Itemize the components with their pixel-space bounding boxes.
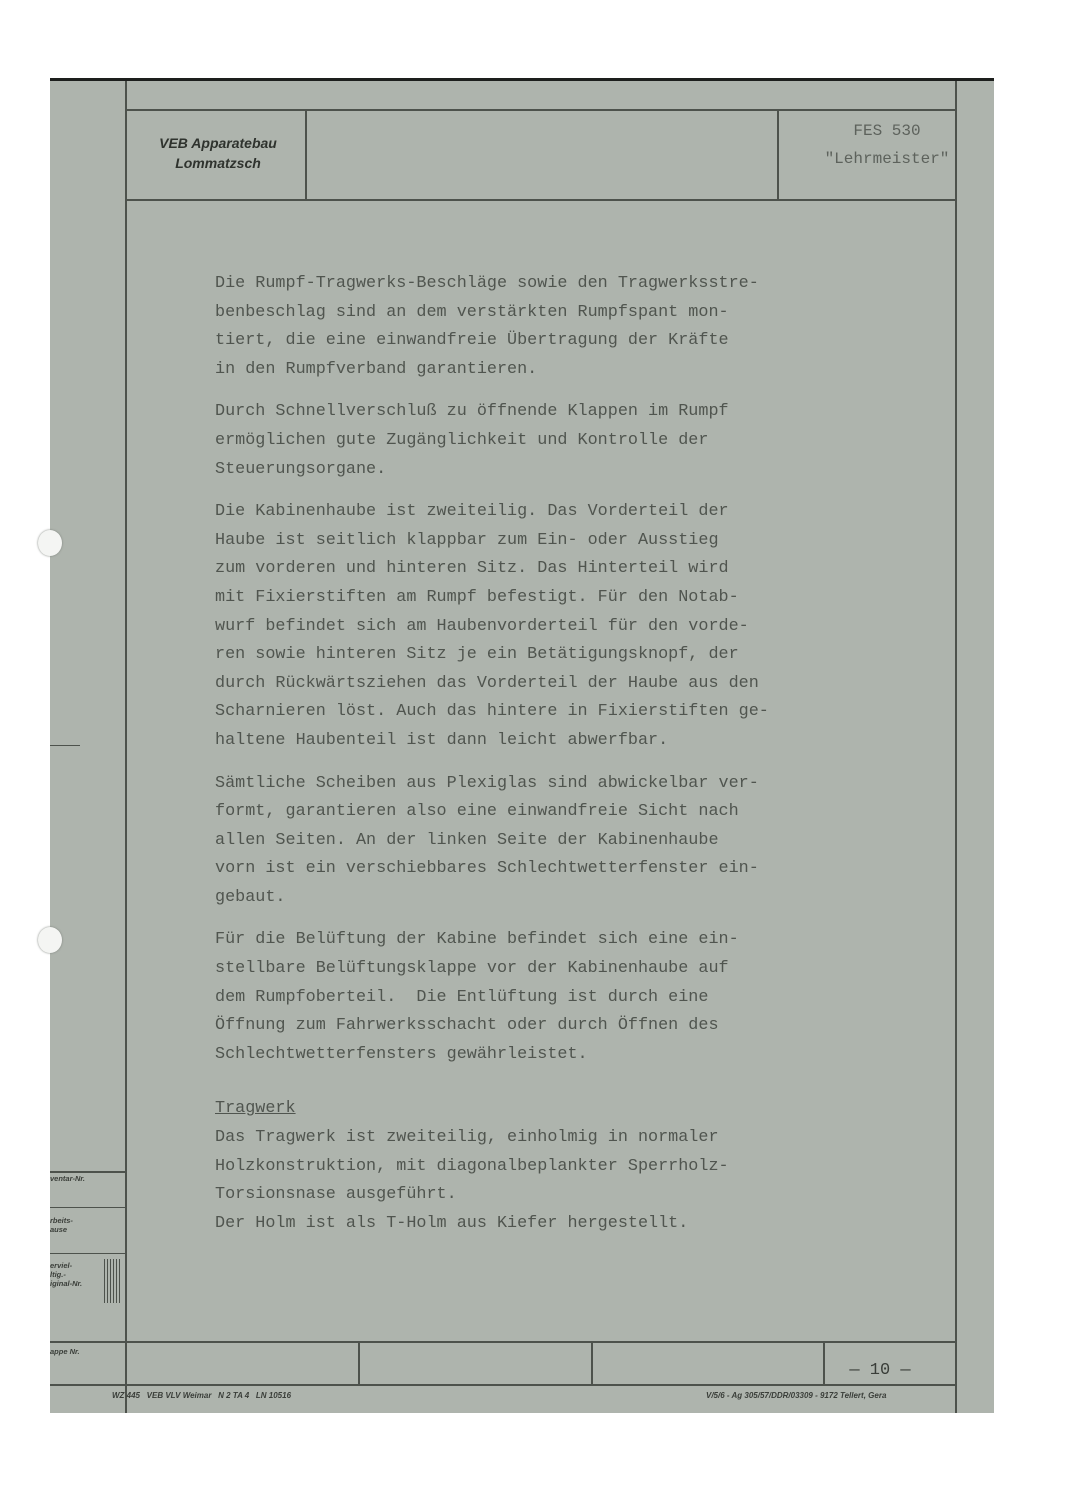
footer-col-divider-1: [358, 1341, 360, 1385]
header-top-border: [125, 109, 957, 111]
margin-field-divider-1: [50, 1207, 125, 1208]
margin-field-top: [50, 1171, 125, 1173]
header-divider: [125, 199, 957, 201]
punch-hole-lower: [38, 927, 62, 953]
paragraph-belueftung: Für die Belüftung der Kabine befindet sich eine ein- stellbare Belüftungsklappe vor der Kabinenhaube auf dem Rumpfoberteil. Die Entlüftung ist durch eine Öffnung zum Fahrwerksschacht oder durch Öffnen des Schlechtwetterfensters gewährleistet.: [215, 930, 739, 1064]
header-col-divider-2: [777, 109, 779, 199]
margin-label-arbeitsmappe: rbeits- ause: [50, 1216, 73, 1234]
margin-label-vervielfaeltigung: erviel- ltig.- iginal-Nr.: [50, 1261, 83, 1288]
margin-field-divider-2: [50, 1253, 125, 1254]
document-body: [215, 270, 865, 1252]
page-number: — 10 —: [849, 1361, 911, 1380]
footer-bottom-border: [50, 1384, 957, 1386]
form-right-border: [955, 81, 957, 1413]
company-name: [130, 133, 306, 173]
form-code-right: V/5/6 - Ag 305/57/DDR/03309 - 9172 Tellert, Gera: [706, 1391, 887, 1400]
form-code-left: WZ 445 VEB VLV Weimar N 2 TA 4 LN 10516: [112, 1391, 292, 1400]
paragraph-scheiben: Sämtliche Scheiben aus Plexiglas sind abwickelbar ver- formt, garantieren also eine einwandfreie Sicht nach allen Seiten. An der linken Seite der Kabinenhaube vorn ist ein verschiebbares Schlechtwetterfenster ein- gebaut.: [215, 773, 759, 907]
footer-col-divider-2: [591, 1341, 593, 1385]
paragraph-kabinenhaube: Die Kabinenhaube ist zweiteilig. Das Vorderteil der Haube ist seitlich klappbar zum Ein- oder Ausstieg zum vorderen und hinteren Sitz. Das Hinterteil wird mit Fixierstiften am Rumpf befestigt. Für den Notab- wurf befindet sich am Haubenvorderteil für den vorde- ren sowie hinteren Sitz je ein Betätigungsknopf, der durch Rückwärtsziehen das Vorderteil der Haube aus den Scharnieren löst. Auch das hintere in Fixierstiften ge- haltene Haubenteil ist dann leicht abwerfbar.: [215, 502, 769, 750]
margin-label-mappe: appe Nr.: [50, 1347, 80, 1356]
paragraph-klappen: Durch Schnellverschluß zu öffnende Klappen im Rumpf ermöglichen gute Zugänglichkeit und Kontrolle der Steuerungsorgane.: [215, 402, 729, 479]
footer-divider: [50, 1341, 957, 1343]
paragraph-beschlaege: Die Rumpf-Tragwerks-Beschläge sowie den Tragwerksstre- benbeschlag sind an dem verstärkten Rumpfspant mon- tiert, die eine einwandfreie Übertragung der Kräfte in den Rumpfverband garantieren.: [215, 274, 759, 379]
form-left-border: [125, 81, 127, 1413]
punch-hole-upper: [38, 530, 62, 556]
margin-tick: [50, 745, 80, 746]
aircraft-name: "Lehrmeister": [824, 150, 950, 168]
section-heading: Tragwerk: [215, 1099, 296, 1119]
company-line-1: VEB Apparatebau: [159, 135, 277, 151]
margin-label-inventar: ventar-Nr.: [50, 1174, 86, 1183]
form-sheet: [50, 78, 994, 1413]
aircraft-designation: [780, 117, 994, 173]
aircraft-model: FES 530: [853, 122, 921, 140]
company-line-2: Lommatzsch: [175, 155, 261, 171]
paragraph-tragwerk: Das Tragwerk ist zweiteilig, einholmig in normaler Holzkonstruktion, mit diagonalbeplankter Sperrholz- Torsionsnase ausgeführt. Der Holm ist als T-Holm aus Kiefer hergestellt.: [215, 1128, 729, 1233]
hatched-field: [104, 1259, 120, 1303]
